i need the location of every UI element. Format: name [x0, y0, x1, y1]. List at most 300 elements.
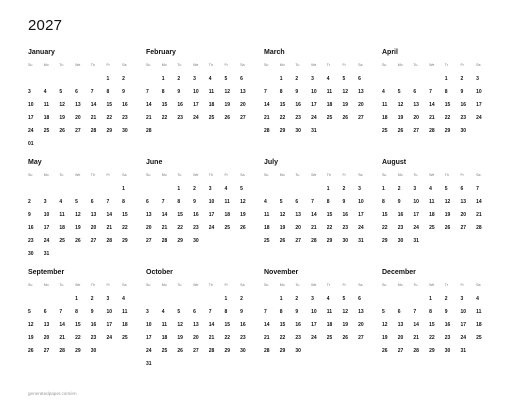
day-cell: 21	[264, 335, 270, 341]
day-cell: 12	[279, 212, 286, 218]
weekday-headers	[264, 281, 364, 289]
day-cell: 24	[193, 115, 199, 121]
day-cell: 8	[382, 199, 385, 205]
day-cell: 17	[43, 225, 50, 231]
day-blank	[177, 295, 193, 308]
day-cell: 26	[444, 225, 451, 231]
day-cell: 19	[28, 335, 34, 341]
day-cell: 6	[358, 76, 361, 82]
weekday-header: We	[75, 173, 81, 177]
day-cell: 30	[342, 238, 348, 244]
day-cell: 10	[146, 322, 152, 328]
weekday-header: Mo	[397, 283, 403, 287]
day-blank	[162, 295, 178, 308]
day-cell: 16	[28, 225, 34, 231]
month-october	[146, 268, 246, 373]
weekday-header: We	[429, 173, 435, 177]
day-cell: 20	[358, 322, 364, 328]
day-cell: 13	[75, 102, 81, 108]
day-cell: 15	[224, 322, 230, 328]
day-cell: 10	[311, 89, 317, 95]
day-cell: 27	[358, 335, 364, 341]
day-cell: 15	[106, 102, 112, 108]
day-cell: 28	[106, 238, 112, 244]
day-cell: 5	[240, 186, 243, 192]
day-cell: 15	[444, 102, 451, 108]
day-cell: 25	[476, 335, 482, 341]
day-cell: 19	[59, 115, 65, 121]
weekday-header: Sa	[476, 63, 481, 67]
day-cell: 29	[177, 238, 183, 244]
day-cell: 21	[311, 225, 317, 231]
day-cell: 11	[122, 309, 128, 315]
day-cell: 29	[122, 238, 128, 244]
day-cell: 5	[28, 309, 31, 315]
day-cell: 3	[28, 89, 31, 95]
day-cell: 16	[342, 212, 348, 218]
day-cell: 22	[122, 225, 128, 231]
day-cell: 19	[75, 225, 81, 231]
day-cell: 30	[295, 128, 301, 134]
day-blank	[146, 185, 162, 198]
weekday-header: Sa	[358, 173, 363, 177]
day-cell: 8	[161, 89, 165, 95]
day-cell: 10	[358, 199, 364, 205]
day-cell: 23	[295, 335, 301, 341]
day-grid	[28, 295, 128, 360]
day-cell: 21	[208, 335, 215, 341]
day-cell: 14	[413, 322, 419, 328]
day-cell: 16	[295, 322, 301, 328]
footer-url: generatedpaper.com/en	[28, 391, 77, 396]
day-blank	[91, 75, 107, 88]
day-blank	[75, 75, 91, 88]
day-cell: 8	[122, 199, 125, 205]
day-cell: 23	[122, 115, 128, 121]
month-name: February	[146, 49, 176, 56]
day-cell: 28	[59, 348, 65, 354]
day-cell: 21	[264, 115, 270, 121]
day-cell: 21	[146, 115, 152, 121]
weekday-header: Su	[264, 63, 269, 67]
weekday-header: Su	[264, 283, 269, 287]
month-name: July	[264, 159, 279, 166]
weekday-headers	[28, 171, 128, 179]
weekday-header: Mo	[43, 283, 49, 287]
day-cell: 27	[397, 348, 404, 354]
month-september	[28, 268, 128, 360]
weekday-header: Mo	[43, 63, 49, 67]
day-grid	[28, 75, 128, 153]
day-cell: 21	[90, 115, 97, 121]
day-cell: 11	[264, 212, 270, 218]
day-cell: 23	[342, 225, 348, 231]
day-cell: 26	[28, 348, 34, 354]
weekday-header: Tu	[59, 283, 64, 287]
day-cell: 13	[460, 199, 466, 205]
weekday-header: Su	[28, 63, 33, 67]
day-blank	[398, 295, 414, 308]
day-cell: 28	[429, 128, 435, 134]
day-cell: 12	[397, 102, 404, 108]
day-cell: 17	[311, 102, 317, 108]
day-cell: 3	[476, 76, 479, 82]
day-grid	[264, 295, 364, 360]
day-cell: 6	[75, 89, 78, 95]
day-cell: 2	[460, 76, 464, 82]
weekday-header: Mo	[43, 173, 49, 177]
day-cell: 4	[326, 296, 330, 302]
day-cell: 7	[90, 89, 94, 95]
weekday-header: Tu	[59, 63, 64, 67]
weekday-header: We	[193, 63, 199, 67]
day-cell: 26	[177, 348, 183, 354]
day-cell: 16	[444, 322, 451, 328]
weekday-header: Th	[208, 173, 213, 177]
day-cell: 5	[342, 76, 346, 82]
day-cell: 10	[476, 89, 482, 95]
day-blank	[280, 185, 296, 198]
day-blank	[264, 75, 280, 88]
day-cell: 11	[208, 89, 215, 95]
day-cell: 14	[208, 322, 215, 328]
day-cell: 12	[177, 322, 183, 328]
weekday-header: Th	[444, 173, 449, 177]
day-cell: 28	[264, 348, 270, 354]
day-cell: 1	[279, 296, 283, 302]
day-cell: 13	[90, 212, 97, 218]
year-title: 2027	[28, 17, 63, 34]
weekday-header: We	[75, 63, 81, 67]
day-cell: 15	[279, 102, 286, 108]
day-blank	[28, 295, 44, 308]
day-cell: 29	[444, 128, 451, 134]
weekday-header: We	[311, 63, 317, 67]
weekday-header: Fr	[224, 173, 228, 177]
day-cell: 30	[90, 348, 97, 354]
day-cell: 5	[177, 309, 181, 315]
day-blank	[59, 185, 75, 198]
weekday-header: Tu	[413, 63, 418, 67]
day-cell: 25	[122, 335, 128, 341]
day-cell: 22	[382, 225, 388, 231]
day-cell: 30	[122, 128, 128, 134]
weekday-header: Su	[28, 173, 33, 177]
day-cell: 25	[326, 115, 333, 121]
day-cell: 9	[295, 89, 299, 95]
day-cell: 4	[59, 199, 63, 205]
day-cell: 5	[397, 89, 401, 95]
weekday-header: We	[429, 283, 435, 287]
weekday-header: Th	[208, 283, 213, 287]
day-grid	[264, 185, 364, 250]
day-grid	[146, 185, 246, 250]
day-blank	[295, 185, 311, 198]
day-cell: 24	[43, 238, 50, 244]
day-cell: 24	[476, 115, 482, 121]
day-cell: 22	[177, 225, 183, 231]
day-cell: 4	[326, 76, 330, 82]
month-may	[28, 158, 128, 263]
month-name: May	[28, 159, 42, 166]
month-name: April	[382, 49, 398, 56]
day-cell: 16	[460, 102, 466, 108]
day-cell: 4	[264, 199, 267, 205]
day-cell: 18	[382, 115, 388, 121]
day-cell: 5	[59, 89, 63, 95]
day-cell: 19	[342, 102, 348, 108]
day-cell: 9	[177, 89, 181, 95]
weekday-header: Sa	[122, 63, 127, 67]
day-cell: 16	[193, 212, 199, 218]
weekday-headers	[264, 171, 364, 179]
day-cell: 19	[342, 322, 348, 328]
day-cell: 3	[358, 186, 361, 192]
day-cell: 13	[358, 89, 364, 95]
day-blank	[382, 75, 398, 88]
day-blank	[28, 75, 44, 88]
day-cell: 30	[193, 238, 199, 244]
day-cell: 2	[90, 296, 94, 302]
day-cell: 10	[311, 309, 317, 315]
day-cell: 24	[146, 348, 152, 354]
day-cell: 9	[193, 199, 196, 205]
day-cell: 22	[444, 115, 451, 121]
day-cell: 8	[279, 309, 283, 315]
day-cell: 17	[311, 322, 317, 328]
day-cell: 14	[59, 322, 65, 328]
day-grid	[382, 295, 482, 360]
day-cell: 27	[460, 225, 466, 231]
weekday-headers	[382, 171, 482, 179]
day-cell: 15	[279, 322, 286, 328]
weekday-header: Sa	[240, 283, 245, 287]
day-cell: 1	[326, 186, 330, 192]
day-grid	[264, 75, 364, 140]
day-cell: 29	[279, 128, 286, 134]
day-blank	[162, 185, 178, 198]
weekday-header: Fr	[224, 63, 228, 67]
day-cell: 7	[413, 309, 417, 315]
month-name: November	[264, 269, 299, 276]
day-cell: 18	[161, 335, 168, 341]
day-cell: 3	[43, 199, 47, 205]
weekday-header: Sa	[358, 63, 363, 67]
day-cell: 27	[90, 238, 97, 244]
day-cell: 7	[429, 89, 432, 95]
day-cell: 14	[106, 212, 112, 218]
day-cell: 20	[43, 335, 50, 341]
day-cell: 31	[460, 348, 466, 354]
day-cell: 5	[444, 186, 448, 192]
day-cell: 29	[279, 348, 286, 354]
day-cell: 31	[358, 238, 364, 244]
day-cell: 12	[382, 322, 388, 328]
day-cell: 15	[161, 102, 168, 108]
day-cell: 31	[43, 251, 50, 257]
day-cell: 28	[146, 128, 152, 134]
day-cell: 8	[75, 309, 78, 315]
day-cell: 12	[224, 89, 230, 95]
day-cell: 3	[413, 186, 417, 192]
weekday-header: We	[193, 283, 199, 287]
day-cell: 30	[295, 348, 301, 354]
weekday-header: Fr	[342, 173, 346, 177]
day-cell: 21	[59, 335, 65, 341]
weekday-header: Mo	[161, 173, 167, 177]
day-grid	[382, 185, 482, 250]
day-cell: 2	[397, 186, 401, 192]
day-cell: 8	[444, 89, 448, 95]
day-cell: 22	[326, 225, 333, 231]
day-cell: 4	[43, 89, 47, 95]
day-cell: 11	[326, 309, 333, 315]
day-cell: 28	[161, 238, 168, 244]
weekday-header: Mo	[397, 63, 403, 67]
day-cell: 20	[193, 335, 199, 341]
day-cell: 25	[161, 348, 168, 354]
day-cell: 18	[43, 115, 50, 121]
day-cell: 3	[311, 296, 314, 302]
day-cell: 26	[240, 225, 246, 231]
day-cell: 24	[208, 225, 215, 231]
day-cell: 14	[476, 199, 482, 205]
weekday-header: Mo	[161, 283, 167, 287]
day-cell: 18	[122, 322, 128, 328]
weekday-header: Th	[90, 63, 95, 67]
weekday-header: Tu	[177, 283, 182, 287]
weekday-header: Sa	[358, 283, 363, 287]
day-cell: 24	[106, 335, 112, 341]
day-cell: 18	[476, 322, 482, 328]
day-cell: 10	[460, 309, 466, 315]
day-blank	[75, 185, 91, 198]
day-cell: 2	[295, 296, 299, 302]
day-grid	[382, 75, 482, 140]
weekday-header: Fr	[342, 63, 346, 67]
day-cell: 9	[460, 89, 464, 95]
weekday-header: Mo	[279, 283, 285, 287]
day-cell: 31	[146, 361, 152, 367]
day-cell: 2	[122, 76, 125, 82]
day-cell: 14	[264, 102, 270, 108]
day-cell: 7	[476, 186, 479, 192]
weekday-header: Mo	[279, 63, 285, 67]
day-cell: 31	[311, 128, 317, 134]
month-february	[146, 48, 246, 140]
day-cell: 29	[75, 348, 81, 354]
day-cell: 24	[460, 335, 466, 341]
day-blank	[209, 295, 225, 308]
day-cell: 4	[208, 76, 212, 82]
weekday-header: Sa	[240, 63, 245, 67]
day-cell: 8	[224, 309, 228, 315]
month-december	[382, 268, 482, 360]
day-cell: 17	[460, 322, 466, 328]
day-cell: 1	[279, 76, 283, 82]
day-cell: 15	[429, 322, 435, 328]
day-blank	[264, 185, 280, 198]
day-cell: 13	[358, 309, 364, 315]
day-cell: 27	[146, 238, 152, 244]
day-cell: 12	[59, 102, 65, 108]
weekday-header: Tr	[444, 283, 449, 287]
day-cell: 29	[382, 238, 388, 244]
weekday-headers	[28, 61, 128, 69]
weekday-header: Fr	[224, 283, 228, 287]
weekday-headers	[146, 171, 246, 179]
weekday-header: Tr	[444, 63, 449, 67]
day-cell: 8	[279, 89, 283, 95]
weekday-header: Fr	[460, 173, 464, 177]
day-cell: 23	[177, 115, 183, 121]
weekday-headers	[382, 281, 482, 289]
day-cell: 21	[413, 335, 419, 341]
day-cell: 21	[161, 225, 168, 231]
weekday-headers	[264, 61, 364, 69]
day-cell: 29	[224, 348, 230, 354]
day-cell: 26	[342, 335, 348, 341]
day-cell: 16	[240, 322, 246, 328]
day-cell: 1	[429, 296, 432, 302]
day-cell: 9	[444, 309, 448, 315]
day-cell: 22	[106, 115, 112, 121]
weekday-headers	[146, 281, 246, 289]
day-cell: 2	[177, 76, 181, 82]
day-cell: 29	[326, 238, 333, 244]
day-cell: 28	[413, 348, 419, 354]
day-cell: 1	[75, 296, 78, 302]
month-name: June	[146, 159, 163, 166]
day-cell: 18	[264, 225, 270, 231]
day-cell: 24	[413, 225, 419, 231]
weekday-header: Su	[28, 283, 33, 287]
weekday-header: Sa	[122, 283, 127, 287]
day-cell: 12	[75, 212, 81, 218]
day-cell: 15	[326, 212, 333, 218]
month-july	[264, 158, 364, 250]
day-cell: 4	[122, 296, 125, 302]
day-cell: 28	[208, 348, 215, 354]
day-cell: 12	[28, 322, 34, 328]
day-cell: 27	[413, 128, 419, 134]
day-cell: 16	[295, 102, 301, 108]
day-cell: 17	[28, 115, 34, 121]
day-cell: 27	[358, 115, 364, 121]
day-cell: 4	[429, 186, 432, 192]
day-cell: 25	[43, 128, 50, 134]
weekday-header: Fr	[106, 283, 110, 287]
day-cell: 23	[295, 115, 301, 121]
day-cell: 29	[429, 348, 435, 354]
weekday-header: Tr	[326, 283, 331, 287]
day-cell: 1	[177, 186, 181, 192]
month-april	[382, 48, 482, 140]
day-cell: 14	[311, 212, 317, 218]
day-cell: 30	[460, 128, 466, 134]
day-cell: 9	[28, 212, 31, 218]
day-cell: 12	[342, 309, 348, 315]
month-name: December	[382, 269, 416, 276]
day-cell: 25	[326, 335, 333, 341]
day-cell: 30	[444, 348, 451, 354]
day-cell: 9	[90, 309, 94, 315]
day-cell: 14	[429, 102, 435, 108]
weekday-header: Tu	[177, 63, 182, 67]
day-cell: 28	[476, 225, 482, 231]
day-cell: 11	[161, 322, 167, 328]
day-cell: 13	[295, 212, 301, 218]
